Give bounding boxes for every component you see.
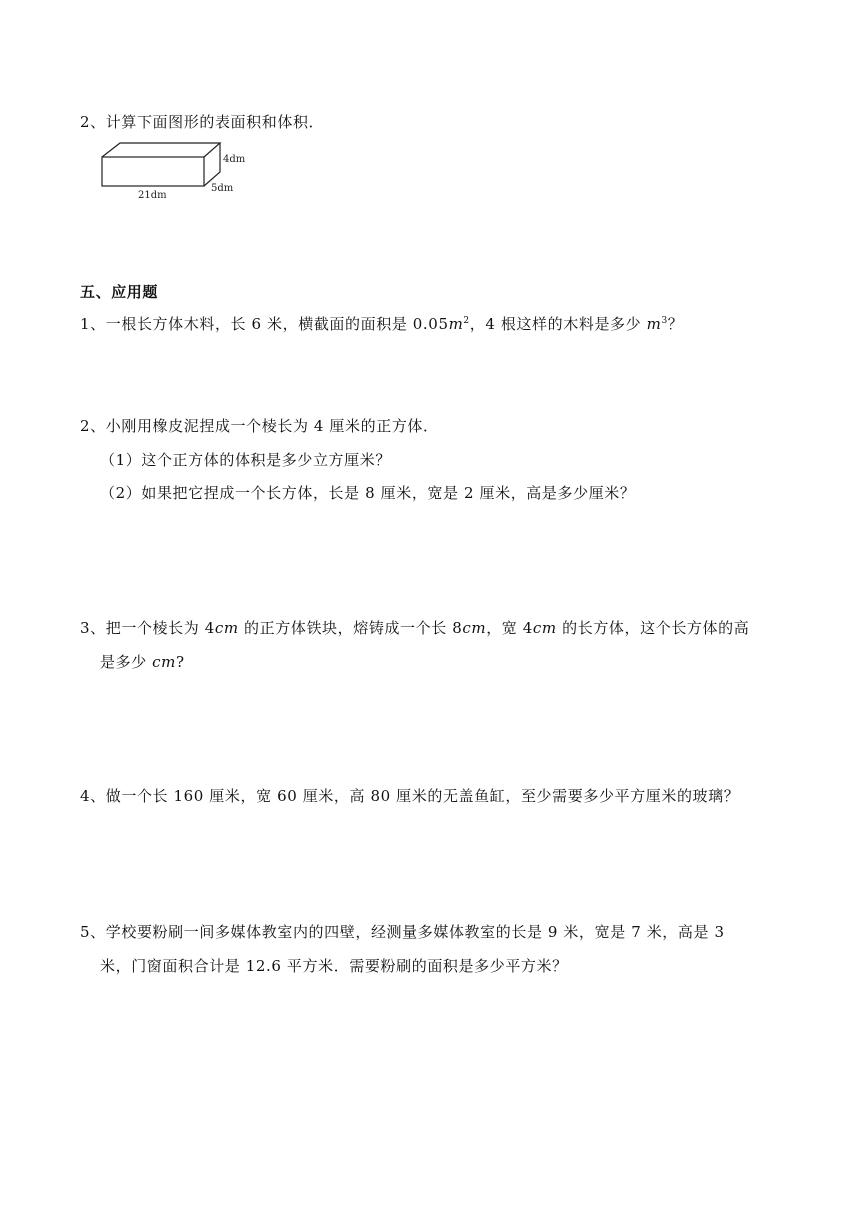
q3-u3: cm (532, 619, 557, 637)
question-1 (80, 314, 683, 334)
question-4: 4、做一个长 160 厘米，宽 60 厘米，高 80 厘米的无盖鱼缸，至少需要多少平方厘米的玻璃？ (80, 787, 740, 805)
calc-question-text: 2、计算下面图形的表面积和体积． (80, 113, 325, 131)
cuboid-figure (100, 140, 250, 202)
q3-u1: cm (214, 619, 239, 637)
q1-sup1: 2 (463, 316, 470, 326)
q1-sup2: 3 (661, 316, 668, 326)
q1-part2: ，4 根这样的木料是多少 (469, 315, 647, 333)
q3-f: ? (176, 653, 185, 671)
question-2-sub2: （2）如果把它捏成一个长方体，长是 8 厘米，宽是 2 厘米，高是多少厘米？ (100, 484, 636, 502)
cuboid-front-face (102, 157, 204, 186)
length-label: 21dm (138, 190, 167, 201)
section-heading: 五、应用题 (80, 283, 159, 301)
q3-d: 的长方体，这个长方体的高 (556, 619, 750, 637)
question-2-line1: 2、小刚用橡皮泥捏成一个棱长为 4 厘米的正方体． (80, 417, 439, 435)
q1-unit1: m (448, 315, 464, 333)
height-label: 4dm (223, 154, 246, 165)
question-5-line2: 米，门窗面积合计是 12.6 平方米．需要粉刷的面积是多少平方米？ (100, 957, 568, 975)
q3-e: 是多少 (100, 653, 153, 671)
question-2-sub1: （1）这个正方体的体积是多少立方厘米？ (100, 451, 391, 469)
q3-b: 的正方体铁块，熔铸成一个长 8 (238, 619, 463, 637)
question-5-line1: 5、学校要粉刷一间多媒体教室内的四壁，经测量多媒体教室的长是 9 米，宽是 7 米，高是 3 (80, 923, 725, 941)
q3-u2: cm (462, 619, 487, 637)
q3-a: 3、把一个棱长为 4 (80, 619, 215, 637)
q1-unit2: m (646, 315, 662, 333)
width-label: 5dm (211, 183, 234, 194)
q1-part1: 1、一根长方体木料，长 6 米，横截面的面积是 0.05 (80, 315, 449, 333)
cuboid-top-face (102, 143, 220, 157)
question-3-line1 (80, 618, 749, 638)
q3-c: ，宽 4 (486, 619, 533, 637)
q1-part3: ？ (667, 315, 684, 333)
q3-u4: cm (152, 653, 176, 671)
question-3-line2 (100, 652, 185, 672)
cuboid-diagram (100, 140, 250, 202)
